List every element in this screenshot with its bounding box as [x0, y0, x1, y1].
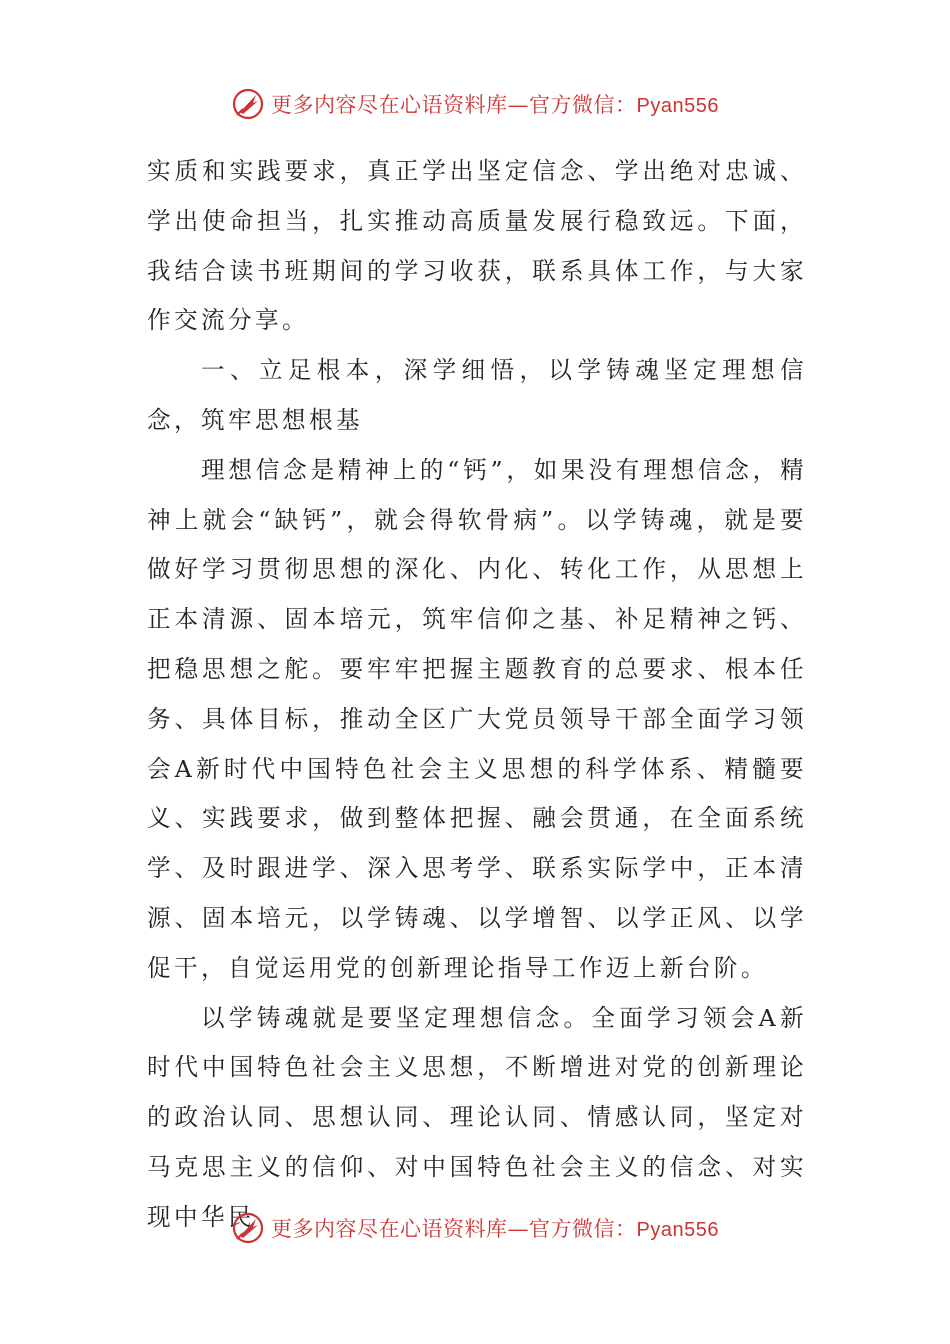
footer-banner [0, 1208, 950, 1248]
header-banner-text: 更多内容尽在心语资料库—官方微信：Pyan556 [271, 93, 719, 117]
quill-logo-icon [231, 1211, 265, 1245]
footer-banner-text: 更多内容尽在心语资料库—官方微信：Pyan556 [271, 1217, 719, 1241]
document-body [147, 147, 807, 1243]
section-heading: 一、立足根本，深学细悟，以学铸魂坚定理想信念，筑牢思想根基 [147, 356, 807, 434]
paragraph-continuation: 实质和实践要求，真正学出坚定信念、学出绝对忠诚、学出使命担当，扎实推动高质量发展行稳致远。下面，我结合读书班期间的学习收获，联系具体工作，与大家作交流分享。 [147, 157, 807, 335]
paragraph: 理想信念是精神上的“钙”，如果没有理想信念，精神上就会“缺钙”，就会得软骨病”。以学铸魂，就是要做好学习贯彻思想的深化、内化、转化工作，从思想上正本清源、固本培元，筑牢信仰之基、补足精神之钙、把稳思想之舵。要牢牢把握主题教育的总要求、根本任务、具体目标，推动全区广大党员领导干部全面学习领会A新时代中国特色社会主义思想的科学体系、精髓要义、实践要求，做到整体把握、融会贯通，在全面系统学、及时跟进学、深入思考学、联系实际学中，正本清源、固本培元，以学铸魂、以学增智、以学正风、以学促干，自觉运用党的创新理论指导工作迈上新台阶。 [147, 455, 807, 982]
paragraph: 以学铸魂就是要坚定理想信念。全面学习领会A新时代中国特色社会主义思想，不断增进对党的创新理论的政治认同、思想认同、理论认同、情感认同，坚定对马克思主义的信仰、对中国特色社会主义的信念、对实现中华民 [147, 1003, 807, 1231]
quill-logo-icon [231, 87, 265, 121]
header-banner [0, 84, 950, 124]
